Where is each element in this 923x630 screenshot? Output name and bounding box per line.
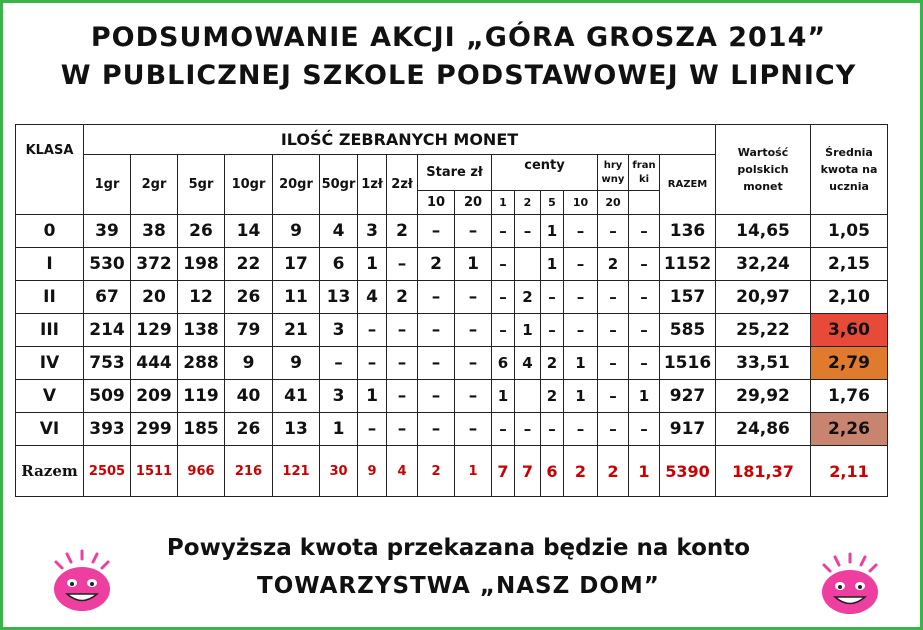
table-cell: 753 xyxy=(84,347,131,380)
table-cell: 585 xyxy=(660,314,716,347)
summary-srednia: 2,11 xyxy=(811,446,888,497)
summary-cell: 9 xyxy=(358,446,387,497)
table-cell: 157 xyxy=(660,281,716,314)
row-wartosc: 14,65 xyxy=(716,215,811,248)
table-cell: – xyxy=(387,248,418,281)
table-cell: – xyxy=(515,413,541,446)
table-cell: – xyxy=(387,380,418,413)
table-row xyxy=(16,314,888,347)
table-cell: 26 xyxy=(178,215,225,248)
table-cell: 372 xyxy=(131,248,178,281)
header-srednia: Średnia kwota na ucznia xyxy=(811,125,888,215)
table-cell: – xyxy=(629,314,660,347)
summary-cell: 216 xyxy=(225,446,273,497)
header-centy-5: 5 xyxy=(541,191,564,215)
summary-label: Razem xyxy=(16,446,84,497)
table-cell: 1 xyxy=(564,380,598,413)
table-cell: 14 xyxy=(225,215,273,248)
summary-cell: 121 xyxy=(273,446,320,497)
table-cell: – xyxy=(541,281,564,314)
row-klasa: V xyxy=(16,380,84,413)
header-hrywny-20: 20 xyxy=(598,191,629,215)
table-cell: 38 xyxy=(131,215,178,248)
table-cell: – xyxy=(541,314,564,347)
table-cell: – xyxy=(387,347,418,380)
row-klasa: I xyxy=(16,248,84,281)
table-cell: 13 xyxy=(273,413,320,446)
summary-row xyxy=(16,446,888,497)
row-srednia: 1,05 xyxy=(811,215,888,248)
table-cell: 12 xyxy=(178,281,225,314)
table-cell: 17 xyxy=(273,248,320,281)
header-razem: RAZEM xyxy=(660,155,716,215)
table-row xyxy=(16,281,888,314)
row-klasa: 0 xyxy=(16,215,84,248)
table-cell: 20 xyxy=(131,281,178,314)
row-klasa: VI xyxy=(16,413,84,446)
table-cell: 3 xyxy=(320,380,358,413)
table-cell: – xyxy=(598,215,629,248)
table-cell: – xyxy=(418,215,455,248)
table-cell: 11 xyxy=(273,281,320,314)
summary-cell: 1511 xyxy=(131,446,178,497)
row-wartosc: 20,97 xyxy=(716,281,811,314)
table-row xyxy=(16,215,888,248)
table-cell: 2 xyxy=(387,215,418,248)
table-cell: – xyxy=(358,347,387,380)
table-cell: – xyxy=(492,248,515,281)
table-row xyxy=(16,413,888,446)
coin-summary-table xyxy=(15,124,888,497)
table-cell: – xyxy=(564,215,598,248)
row-klasa: IV xyxy=(16,347,84,380)
table-cell: 393 xyxy=(84,413,131,446)
table-cell: – xyxy=(492,413,515,446)
table-cell: 530 xyxy=(84,248,131,281)
table-cell: – xyxy=(455,281,492,314)
header-franki-empty xyxy=(629,191,660,215)
table-cell: 2 xyxy=(418,248,455,281)
table-cell: 299 xyxy=(131,413,178,446)
table-cell: 509 xyxy=(84,380,131,413)
table-cell: 40 xyxy=(225,380,273,413)
table-cell: 209 xyxy=(131,380,178,413)
table-cell: 4 xyxy=(320,215,358,248)
header-coin-2zl: 2zł xyxy=(387,155,418,215)
table-cell: – xyxy=(492,215,515,248)
summary-cell: 2 xyxy=(598,446,629,497)
table-cell: – xyxy=(418,314,455,347)
header-hrywny: hry wny xyxy=(598,155,629,191)
table-cell: – xyxy=(455,347,492,380)
summary-cell: 6 xyxy=(541,446,564,497)
row-srednia: 1,76 xyxy=(811,380,888,413)
summary-cell: 1 xyxy=(629,446,660,497)
title-line-1: PODSUMOWANIE AKCJI „GÓRA GROSZA 2014” xyxy=(90,22,827,53)
table-cell: – xyxy=(629,347,660,380)
header-stare-10: 10 xyxy=(418,191,455,215)
row-wartosc: 33,51 xyxy=(716,347,811,380)
table-cell: 138 xyxy=(178,314,225,347)
table-cell: 198 xyxy=(178,248,225,281)
table-cell: 214 xyxy=(84,314,131,347)
table-cell: 1 xyxy=(358,248,387,281)
table-cell: – xyxy=(455,215,492,248)
table-cell: – xyxy=(564,248,598,281)
table-cell: – xyxy=(598,380,629,413)
table-cell: 21 xyxy=(273,314,320,347)
table-cell: 444 xyxy=(131,347,178,380)
table-cell: 1 xyxy=(320,413,358,446)
header-coin-50gr: 50gr xyxy=(320,155,358,215)
table-cell: – xyxy=(564,314,598,347)
table-cell: 2 xyxy=(598,248,629,281)
table-cell: 288 xyxy=(178,347,225,380)
header-coin-1gr: 1gr xyxy=(84,155,131,215)
row-klasa: II xyxy=(16,281,84,314)
table-cell: 1 xyxy=(541,215,564,248)
table-cell: 1 xyxy=(629,380,660,413)
table-cell xyxy=(515,248,541,281)
summary-cell: 7 xyxy=(492,446,515,497)
table-cell: – xyxy=(418,380,455,413)
table-row xyxy=(16,347,888,380)
table-cell: 9 xyxy=(273,215,320,248)
table-cell: 9 xyxy=(225,347,273,380)
header-centy: centy xyxy=(492,155,598,191)
table-cell: – xyxy=(387,314,418,347)
table-cell: – xyxy=(598,314,629,347)
header-stare-20: 20 xyxy=(455,191,492,215)
smiley-face-icon-right xyxy=(815,550,885,620)
table-cell: – xyxy=(492,314,515,347)
table-cell: – xyxy=(541,413,564,446)
table-cell: 185 xyxy=(178,413,225,446)
table-cell: 41 xyxy=(273,380,320,413)
table-cell: – xyxy=(418,281,455,314)
table-cell: 2 xyxy=(515,281,541,314)
table-cell: 3 xyxy=(320,314,358,347)
table-cell: – xyxy=(387,413,418,446)
header-ilosc-monet: ILOŚĆ ZEBRANYCH MONET xyxy=(84,125,716,155)
header-centy-2: 2 xyxy=(515,191,541,215)
table-cell: – xyxy=(455,413,492,446)
table-cell: 136 xyxy=(660,215,716,248)
footer-line-2: TOWARZYSTWA „NASZ DOM” xyxy=(257,573,660,599)
summary-cell: 4 xyxy=(387,446,418,497)
table-cell: – xyxy=(418,347,455,380)
table-cell: – xyxy=(455,314,492,347)
table-cell: – xyxy=(598,413,629,446)
table-cell: 927 xyxy=(660,380,716,413)
summary-cell: 7 xyxy=(515,446,541,497)
header-coin-1zl: 1zł xyxy=(358,155,387,215)
table-cell: 3 xyxy=(358,215,387,248)
header-coin-20gr: 20gr xyxy=(273,155,320,215)
row-wartosc: 29,92 xyxy=(716,380,811,413)
table-cell: 2 xyxy=(541,380,564,413)
row-srednia: 2,26 xyxy=(811,413,888,446)
table-cell: 129 xyxy=(131,314,178,347)
table-cell: 4 xyxy=(515,347,541,380)
summary-cell: 2 xyxy=(418,446,455,497)
table-cell: 1152 xyxy=(660,248,716,281)
header-franki: fran ki xyxy=(629,155,660,191)
table-cell: 39 xyxy=(84,215,131,248)
table-cell: – xyxy=(455,380,492,413)
row-wartosc: 32,24 xyxy=(716,248,811,281)
summary-cell: 5390 xyxy=(660,446,716,497)
summary-cell: 1 xyxy=(455,446,492,497)
table-cell xyxy=(515,380,541,413)
table-cell: – xyxy=(515,215,541,248)
row-wartosc: 25,22 xyxy=(716,314,811,347)
table-cell: 2 xyxy=(541,347,564,380)
table-cell: 67 xyxy=(84,281,131,314)
header-wartosc: Wartość polskich monet xyxy=(716,125,811,215)
table-cell: 1 xyxy=(492,380,515,413)
table-cell: 2 xyxy=(387,281,418,314)
table-cell: – xyxy=(629,248,660,281)
row-srednia: 2,10 xyxy=(811,281,888,314)
row-wartosc: 24,86 xyxy=(716,413,811,446)
table-cell: 1 xyxy=(455,248,492,281)
table-cell: 1516 xyxy=(660,347,716,380)
table-cell: 9 xyxy=(273,347,320,380)
row-srednia: 2,79 xyxy=(811,347,888,380)
table-cell: – xyxy=(320,347,358,380)
table-row xyxy=(16,380,888,413)
table-cell: – xyxy=(358,413,387,446)
table-row xyxy=(16,248,888,281)
table-cell: – xyxy=(564,281,598,314)
table-cell: 1 xyxy=(515,314,541,347)
row-srednia: 3,60 xyxy=(811,314,888,347)
table-cell: 1 xyxy=(358,380,387,413)
table-cell: 6 xyxy=(320,248,358,281)
summary-cell: 2505 xyxy=(84,446,131,497)
header-centy-10: 10 xyxy=(564,191,598,215)
table-cell: 22 xyxy=(225,248,273,281)
table-cell: 26 xyxy=(225,413,273,446)
table-cell: 917 xyxy=(660,413,716,446)
header-centy-1: 1 xyxy=(492,191,515,215)
table-cell: – xyxy=(358,314,387,347)
header-coin-2gr: 2gr xyxy=(131,155,178,215)
table-cell: – xyxy=(629,215,660,248)
table-cell: 13 xyxy=(320,281,358,314)
table-cell: – xyxy=(629,413,660,446)
summary-cell: 966 xyxy=(178,446,225,497)
table-cell: 119 xyxy=(178,380,225,413)
table-cell: – xyxy=(492,281,515,314)
summary-cell: 2 xyxy=(564,446,598,497)
header-klasa: KLASA xyxy=(16,125,84,215)
row-srednia: 2,15 xyxy=(811,248,888,281)
summary-wartosc: 181,37 xyxy=(716,446,811,497)
table-cell: 1 xyxy=(564,347,598,380)
smiley-face-icon-left xyxy=(47,547,117,617)
table-cell: 26 xyxy=(225,281,273,314)
table-cell: 6 xyxy=(492,347,515,380)
table-cell: – xyxy=(564,413,598,446)
header-coin-10gr: 10gr xyxy=(225,155,273,215)
table-cell: – xyxy=(418,413,455,446)
row-klasa: III xyxy=(16,314,84,347)
table-cell: – xyxy=(598,347,629,380)
table-cell: – xyxy=(629,281,660,314)
table-cell: – xyxy=(598,281,629,314)
header-coin-5gr: 5gr xyxy=(178,155,225,215)
table-cell: 1 xyxy=(541,248,564,281)
header-stare-zl: Stare zł xyxy=(418,155,492,191)
summary-cell: 30 xyxy=(320,446,358,497)
table-cell: 79 xyxy=(225,314,273,347)
title-line-2: W PUBLICZNEJ SZKOLE PODSTAWOWEJ W LIPNICY xyxy=(60,60,857,91)
footer-line-1: Powyższa kwota przekazana będzie na konto xyxy=(166,535,751,561)
table-cell: 4 xyxy=(358,281,387,314)
